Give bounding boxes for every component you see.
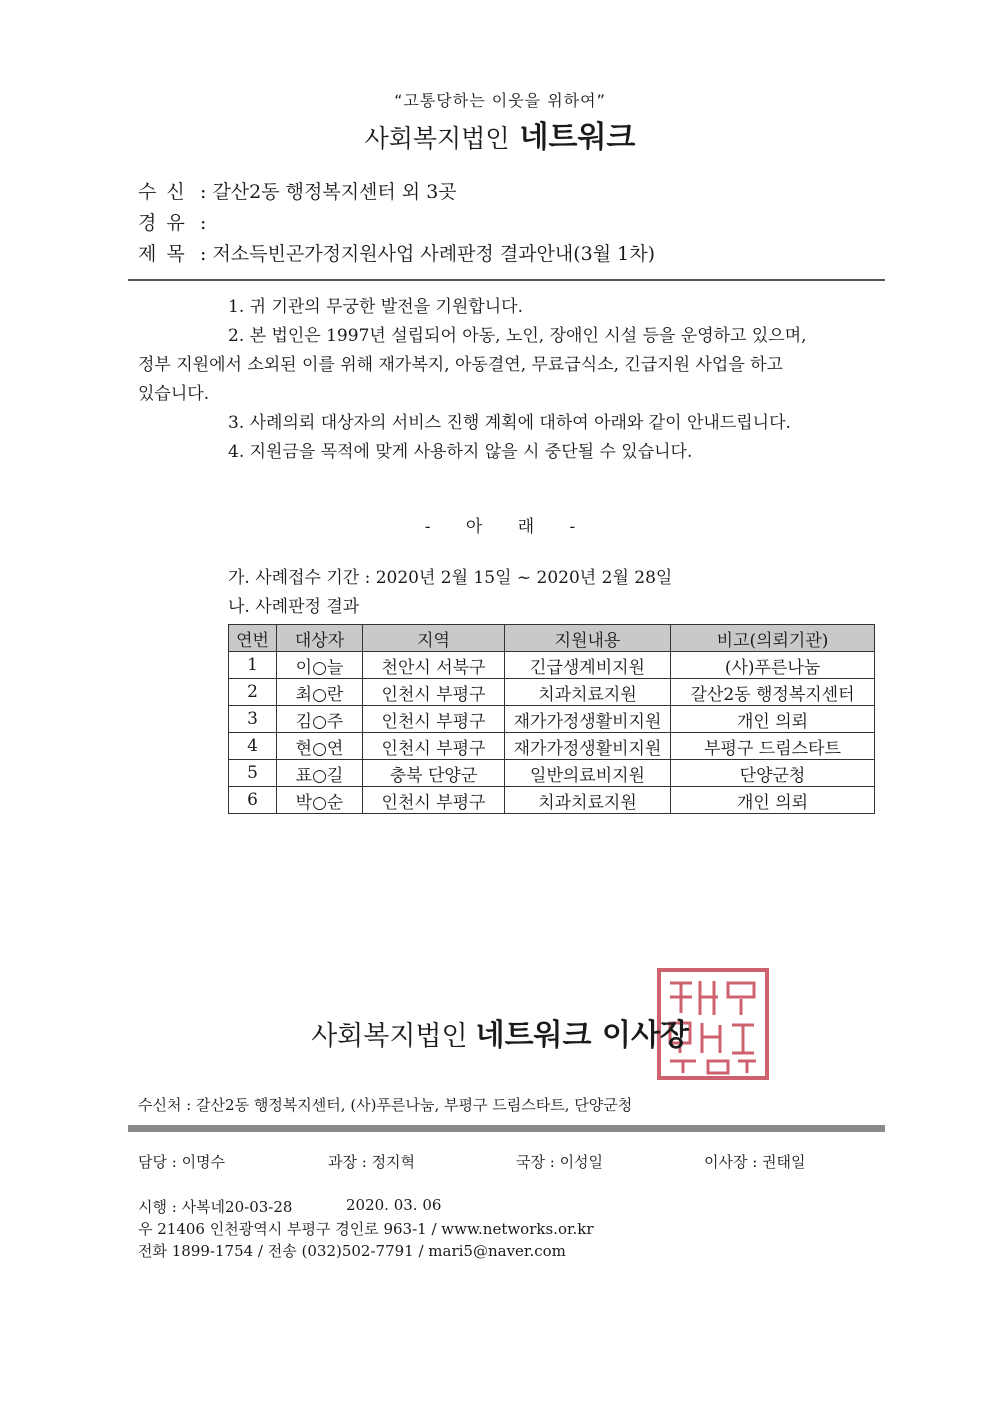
- table-row: [229, 679, 875, 706]
- address-line: 우 21406 인천광역시 부평구 경인로 963-1 / www.networks.or.kr: [138, 1220, 594, 1238]
- table-cell: 박○순: [277, 787, 363, 814]
- table-cell: 일반의료비지원: [505, 760, 671, 787]
- body-paragraph-4: 4. 지원금을 목적에 맞게 사용하지 않을 시 중단될 수 있습니다.: [228, 442, 693, 462]
- staff-chairman: 이사장 : 권태일: [704, 1153, 806, 1171]
- routing-via: [138, 208, 206, 235]
- notice-mark: - 아 래 -: [424, 517, 576, 537]
- case-result-table: [228, 624, 875, 814]
- routing-value: : 갈산2동 행정복지센터 외 3곳: [200, 181, 457, 203]
- column-header: 비고(의뢰기관): [671, 625, 875, 652]
- org-prefix: 사회복지법인: [364, 124, 510, 153]
- table-cell: 표○길: [277, 760, 363, 787]
- table-row: [229, 787, 875, 814]
- receipt-period: 가. 사례접수 기간 : 2020년 2월 15일 ~ 2020년 2월 28일: [228, 568, 673, 588]
- routing-recipient: [138, 177, 457, 204]
- column-header: 연번: [229, 625, 277, 652]
- table-row: [229, 652, 875, 679]
- table-cell: 재가가정생활비지원: [505, 733, 671, 760]
- body-paragraph-2a: 2. 본 법인은 1997년 설립되어 아동, 노인, 장애인 시설 등을 운영하고 있으며,: [228, 326, 807, 346]
- table-cell: 인천시 부평구: [363, 679, 505, 706]
- table-cell: 6: [229, 787, 277, 814]
- table-cell: 치과치료지원: [505, 679, 671, 706]
- table-cell: 단양군청: [671, 760, 875, 787]
- table-cell: 개인 의뢰: [671, 706, 875, 733]
- table-cell: 현○연: [277, 733, 363, 760]
- routing-label: 수 신: [138, 181, 187, 203]
- table-cell: 개인 의뢰: [671, 787, 875, 814]
- table-cell: 인천시 부평구: [363, 787, 505, 814]
- staff-director: 국장 : 이성일: [516, 1153, 604, 1171]
- routing-value: :: [200, 212, 207, 234]
- table-row: [229, 760, 875, 787]
- recipients-list: 수신처 : 갈산2동 행정복지센터, (사)푸른나눔, 부평구 드림스타트, 단양군청: [138, 1096, 633, 1114]
- signature-prefix: 사회복지법인: [311, 1021, 468, 1052]
- org-name: 네트워크: [519, 120, 636, 155]
- result-heading: 나. 사례판정 결과: [228, 597, 360, 617]
- table-cell: 충북 단양군: [363, 760, 505, 787]
- routing-label: 경 유: [138, 212, 187, 234]
- signature-line: [0, 1010, 1000, 1054]
- column-header: 지역: [363, 625, 505, 652]
- staff-section-chief: 과장 : 정지혁: [328, 1153, 416, 1171]
- table-cell: 인천시 부평구: [363, 706, 505, 733]
- table-cell: 치과치료지원: [505, 787, 671, 814]
- table-cell: 이○늘: [277, 652, 363, 679]
- table-cell: 김○주: [277, 706, 363, 733]
- motto: “고통당하는 이웃을 위하여”: [394, 91, 606, 110]
- table-cell: 천안시 서북구: [363, 652, 505, 679]
- staff-in-charge: 담당 : 이명수: [138, 1153, 226, 1171]
- body-paragraph-1: 1. 귀 기관의 무궁한 발전을 기원합니다.: [228, 297, 523, 317]
- table-row: [229, 733, 875, 760]
- table-cell: 4: [229, 733, 277, 760]
- body-paragraph-2b: 정부 지원에서 소외된 이를 위해 재가복지, 아동결연, 무료급식소, 긴급지원 사업을 하고: [138, 355, 784, 375]
- table-row: [229, 706, 875, 733]
- table-cell: (사)푸른나눔: [671, 652, 875, 679]
- table-cell: 재가가정생활비지원: [505, 706, 671, 733]
- table-cell: 인천시 부평구: [363, 733, 505, 760]
- table-cell: 부평구 드림스타트: [671, 733, 875, 760]
- signature-name: 네트워크 이사장: [475, 1018, 689, 1053]
- routing-subject: [138, 239, 655, 266]
- column-header: 대상자: [277, 625, 363, 652]
- table-header-row: [229, 625, 875, 652]
- table-cell: 최○란: [277, 679, 363, 706]
- org-title: [0, 112, 1000, 156]
- routing-label: 제 목: [138, 243, 187, 265]
- routing-value: : 저소득빈곤가정지원사업 사례판정 결과안내(3월 1차): [200, 243, 655, 265]
- header-divider: [128, 279, 885, 281]
- table-cell: 긴급생계비지원: [505, 652, 671, 679]
- table-cell: 2: [229, 679, 277, 706]
- body-paragraph-2c: 있습니다.: [138, 384, 210, 404]
- table-cell: 1: [229, 652, 277, 679]
- footer-divider: [128, 1125, 885, 1132]
- document-date: 2020. 03. 06: [346, 1196, 442, 1214]
- column-header: 지원내용: [505, 625, 671, 652]
- body-paragraph-3: 3. 사례의뢰 대상자의 서비스 진행 계획에 대하여 아래와 같이 안내드립니다.: [228, 413, 791, 433]
- table-cell: 3: [229, 706, 277, 733]
- table-cell: 갈산2동 행정복지센터: [671, 679, 875, 706]
- document-number: 시행 : 사복네20-03-28: [138, 1198, 293, 1216]
- contact-line: 전화 1899-1754 / 전송 (032)502-7791 / mari5@naver.com: [138, 1242, 566, 1260]
- table-cell: 5: [229, 760, 277, 787]
